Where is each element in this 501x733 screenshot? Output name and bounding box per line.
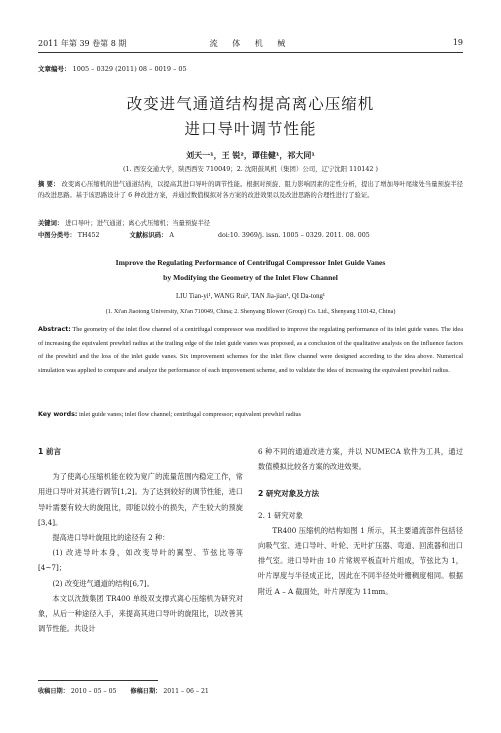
title-en-line-1: Improve the Regulating Performance of Centrifugal Compressor Inlet Guide Vanes [115, 258, 386, 267]
classification-line [38, 231, 463, 242]
section-1-paragraph-3: 本文以沈鼓集团 TR400 单级双支撑式离心压缩机为研究对象，从后一种途径入手，来提高其进口导叶的旋阻比，以改善其调节性能。共设计 [38, 593, 243, 634]
keywords-en-label: Key words: [38, 411, 78, 418]
abstract-cn-label: 摘 要： [38, 181, 60, 188]
page-number: 19 [452, 38, 463, 47]
keywords-en-text: inlet guide vanes; inlet flow channel; centrifugal compressor; equivalent prewhirl radius [78, 411, 302, 418]
doc-code-value: A [169, 232, 174, 239]
clc-value: TH452 [77, 232, 100, 239]
affiliation-en: (1. Xi'an Jiaotong University, Xi'an 710049, China; 2. Shenyang Blower (Group) Co. Ltd., Shenyang 110142, China) [105, 308, 396, 315]
section-2-1-heading: 2. 1 研究对象 [258, 510, 303, 520]
keywords-cn [38, 219, 463, 230]
keywords-cn-label: 关键词： [38, 220, 64, 227]
running-header [38, 38, 463, 52]
abstract-cn-text: 改变离心压缩机的进气通道结构，以提高其进口导叶的调节性能。根据对预旋、阻力影响因素的定性分析，提出了增加导叶尾缘处当量预旋半径的改进思路。基于该思路设计了 6 种改进方案，并通过数值模拟对各方案的改进效果以及改进思路的合理性进行了验证。 [38, 181, 464, 199]
article-number [38, 64, 187, 73]
doc-code-label: 文献标识码： [129, 232, 168, 239]
footnote-rule [38, 680, 158, 681]
abstract-en-text: The geometry of the inlet flow channel of a centrifugal compressor was modified to improve the regulating performance of its inlet guide vanes. The idea of increasing the equivalent prewhirl radius at the trailing edge of the inlet guide vanes was proposed, as a conclusion of the qualitative analysis on the influence factors of the prewhirl and the loss of the inlet guide vanes. Six improvement schemes for the inlet flow channel were designed according to the idea above. Numerical simulation was applied to compare and analyze the performance of each improvement scheme, and to validate the idea of increasing the equivalent prewhirl radius. [38, 326, 463, 374]
keywords-cn-text: 进口导叶；进气通道；离心式压缩机；当量预旋半径 [65, 220, 211, 227]
title-line-2: 进口导叶调节性能 [184, 120, 317, 138]
header-rule [38, 52, 463, 53]
received-date: 2010 – 05 – 05 [70, 688, 117, 695]
section-1-heading: 1 前言 [38, 447, 62, 456]
section-1-item-1: (1) 改进导叶本身，如改变导叶的翼型、节弦比等等[4~7]； [38, 548, 243, 573]
authors-cn: 刘天一¹，王 锐²，谭佳健¹，祁大同¹ [186, 151, 315, 160]
article-number-value: 1005 – 0329 (2011) 08 – 0019 – 05 [72, 65, 187, 73]
revised-label: 修稿日期： [130, 688, 162, 695]
footnote-dates [38, 686, 209, 695]
journal-issue: 2011 年第 39 卷第 8 期 [38, 39, 127, 48]
right-column [258, 444, 463, 599]
section-1-paragraph-1: 为了使离心压缩机能在较为宽广的流量范围内稳定工作，常用进口导叶对其进行调节[1,2]。为了达到较好的调节性能，进口导叶需要有较大的旋阻比，即能以较小的损失，产生较大的预旋[3,4]。 [38, 472, 243, 527]
received-label: 收稿日期： [38, 688, 69, 695]
section-1-item-2: (2) 改变进气通道的结构[6,7]。 [52, 578, 154, 588]
keywords-en [38, 408, 463, 422]
article-number-label: 文章编号： [38, 65, 71, 73]
doi: doi:10. 3969/j. issn. 1005 – 0329. 2011. 08. 005 [217, 232, 370, 239]
section-1-paragraph-2: 提高进口导叶旋阻比的途径有 2 种： [52, 533, 170, 543]
section-2-heading: 2 研究对象及方法 [258, 489, 320, 499]
right-column-paragraph-1: 6 种不同的通道改进方案，并以 NUMECA 软件为工具，通过数值模拟比较各方案的改进效果。 [258, 447, 463, 472]
abstract-cn [38, 180, 463, 201]
title-line-1: 改变进气通道结构提高离心压缩机 [126, 95, 375, 113]
revised-date: 2011 – 06 – 21 [163, 688, 209, 695]
affiliation-cn: (1. 西安交通大学，陕西西安 710049；2. 沈阳鼓风机（集团）公司，辽宁沈阳 110142 ) [122, 165, 379, 173]
title-en-line-2: by Modifying the Geometry of the Inlet Flow Channel [163, 273, 338, 282]
clc-label: 中图分类号： [38, 232, 76, 239]
abstract-en [38, 323, 463, 377]
journal-name: 流 体 机 械 [209, 39, 292, 48]
abstract-en-label: Abstract: [38, 326, 71, 333]
authors-en: LIU Tian-yi¹, WANG Rui², TAN Jia-jian¹, QI Da-tong¹ [176, 293, 325, 300]
left-column [38, 444, 243, 636]
section-2-1-paragraph: TR400 压缩机的结构如图 1 所示，其主要通流部件包括径向吸气室、进口导叶、叶轮、无叶扩压器、弯道、回流器和出口排气室。进口导叶由 10 片常规平板直叶片组成，节弦比为 1，叶片厚度与半径成正比，因此在不同半径处叶栅稠度相同。根据附近 A – A 截面处，叶片厚度为 11mm。 [258, 525, 463, 596]
